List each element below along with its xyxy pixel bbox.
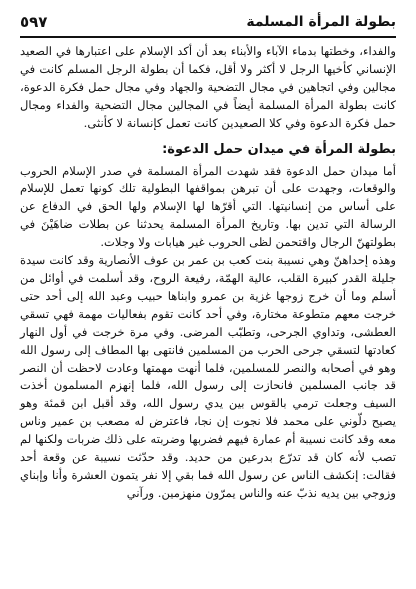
paragraph: وهذه إحداهنّ وهي نسيبة بنت كعب بن عمر بن عوف الأنصارية وقد كانت سيدة جليلة القدر كبيرة القلب، عالية الهمّة، رفيعة الروح، وقد أسلمت في أوائل من أسلم وما أن خرج زوجها غزية بن عمرو وابناها حبيب وعبد الله إلى أحد حتى خرجت معهم متطوعة مختارة، وفي أحد كانت تقوم بفعاليات مهمة فهي تسقي العطشى، وتداوي الجرحى، وتطبّب المرضى. وفي مرة خرجت في أول النهار كعادتها لتسقي جرحى الحرب من المسلمين فانتهى بها المطاف إلى رسول الله وهو في أصحابه والنصر للمسلمين، فلما أنهت مهمتها وعادت لاحظت أن النصر قد جانب المسلمين فانحازت إلى رسول الله، فلما إنهزم المسلمون أخذت السيف وجعلت ترمي بالقوس بين يدي رسول الله، وقد أقبل ابن قمئة وهو يصيح دلّوني على محمد فلا نجوت إن نجا، فاعترض له مصعب بن عمير وناس معه وقد كانت نسيبة أم عمارة فيهم فضربها وضربته على ذلك ضربات ولكنها لم تصب لأنه كان قد تدرّع بدرعين من حديد. وقد حدّثت نسيبة عن وقعة أحد فقالت: إنكشف الناس عن رسول الله فما بقي إلا نفر يتمون العشرة وأنا وإبناي وزوجي بين يديه نذبّ عنه والناس يمرّون منهزمين. ورآني <box>20 253 396 500</box>
page-header <box>20 12 396 32</box>
page-number: ٥٩٧ <box>20 13 48 31</box>
running-title: بطولة المرأة المسلمة <box>246 14 396 30</box>
paragraph: أما ميدان حمل الدعوة فقد شهدت المرأة المسلمة في صدر الإسلام الحروب والوقعات، وجهدت على أن تبرهن بمواقفها البطولية تلك كونها تعمل للإسلام على أساس من إنسانيتها. التي أقرّها لها الإسلام ولها الحق في الدفاع عن الرسالة التي تدين بها. وتاريخ المرأة المسلمة يحدثنا عن بطلات ضاهَيْنَ في بطولتهنّ الرجال واقتحمن لظى الحروب غير هيابات ولا وجلات. <box>20 163 396 250</box>
header-divider <box>20 36 396 38</box>
section-heading: بطولة المرأة في ميدان حمل الدعوة: <box>162 141 396 157</box>
paragraph: والفداء، وخطتها بدماء الآباء والأبناء بعد أن أكد الإسلام على اعتبارها في الصعيد الإنساني كأخيها الرجل لا أكثر ولا أقل، فكما أن بطولة الرجل المسلم كانت في مجالين وفي اتجاهين في مجال التضحية والجهاد وفي مجال حمل فكرة الدعوة، كانت بطولة المرأة المسلمة أيضاً في المجالين مجال التضحية والفداء ومجال حمل فكرة الدعوة وفي كلا الصعيدين كانت تعمل كإنسانة لا كأنثى. <box>20 44 396 130</box>
page-body <box>20 43 396 503</box>
